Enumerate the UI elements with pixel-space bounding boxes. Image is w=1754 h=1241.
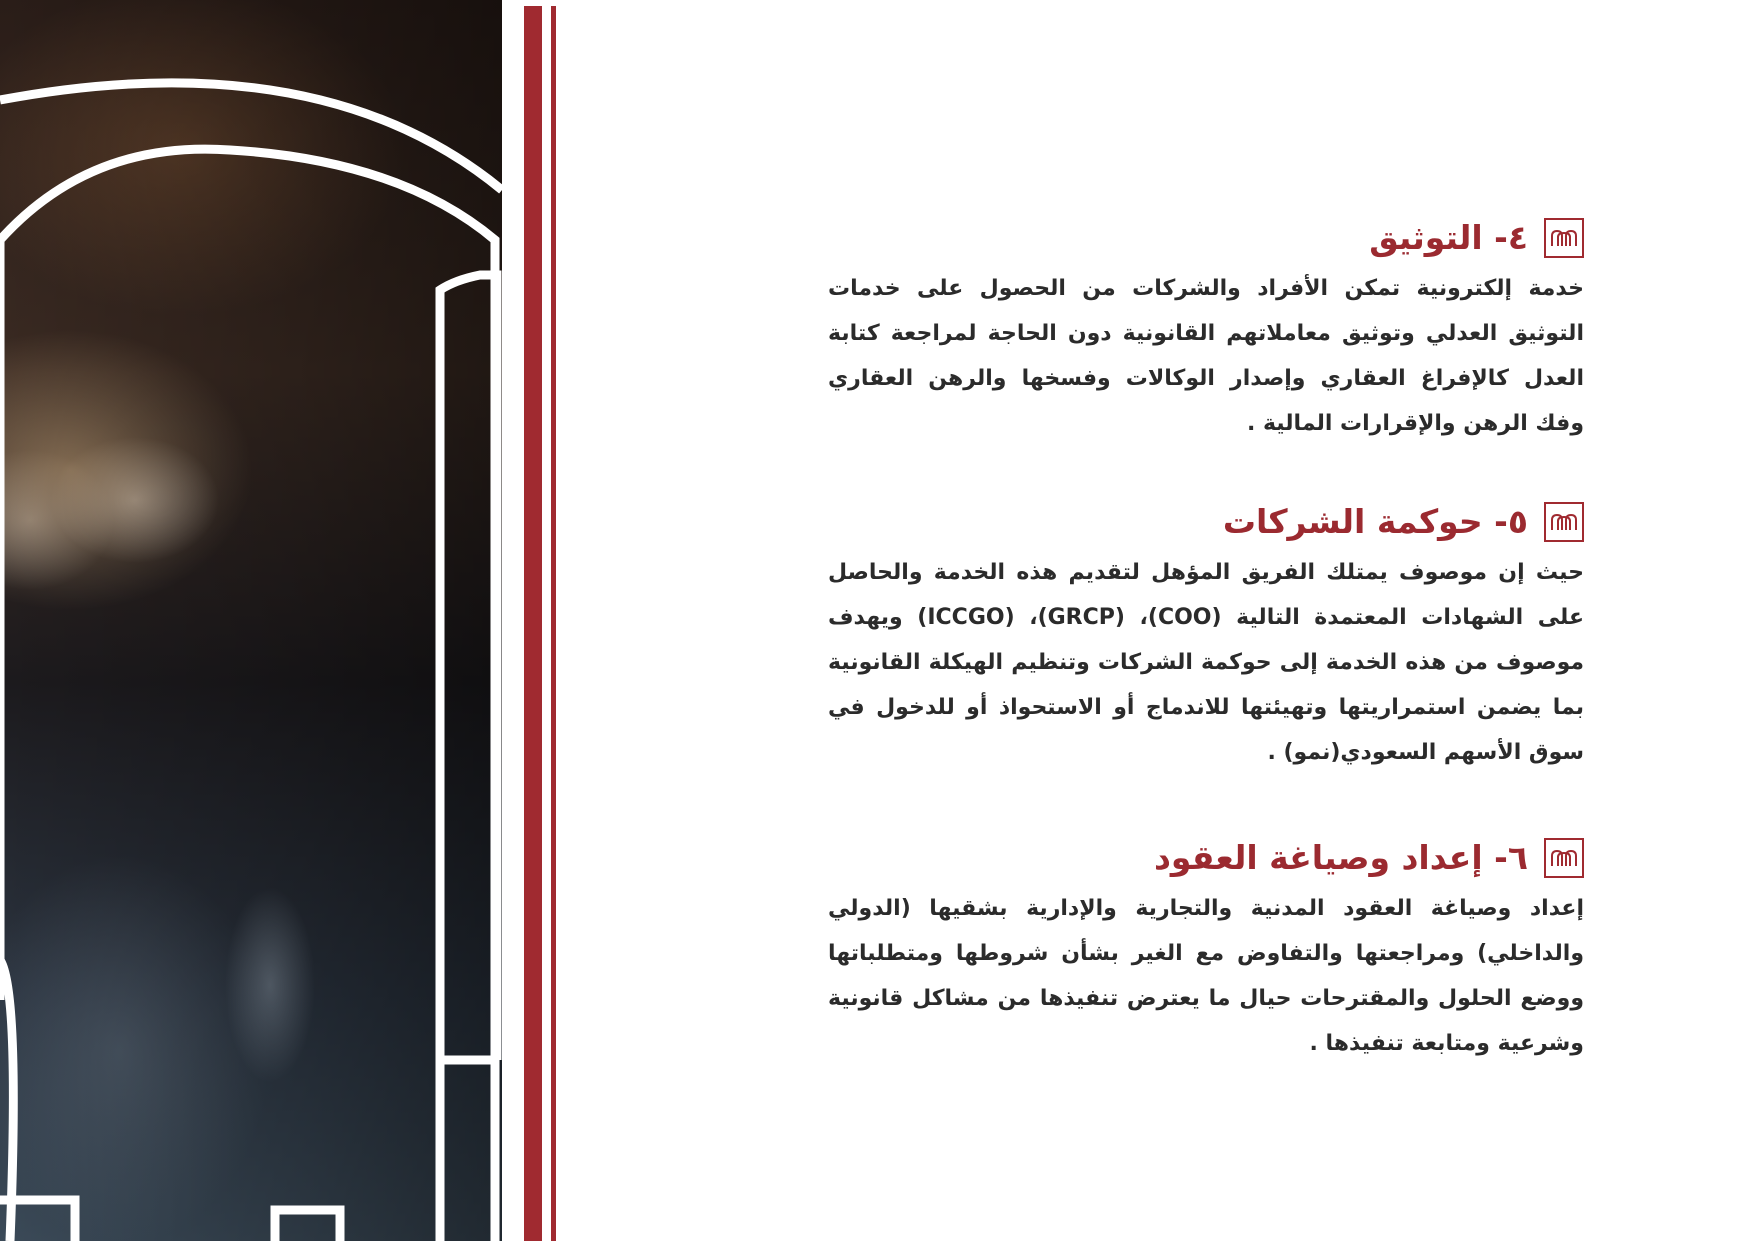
outer-arch-outline	[0, 83, 502, 190]
monogram-logo-icon	[1544, 502, 1584, 542]
section-notarization	[762, 212, 1584, 446]
divider-bar-thick	[524, 6, 542, 1241]
section-title: ٥- حوكمة الشركات	[1222, 502, 1528, 541]
monogram-logo-icon	[1544, 218, 1584, 258]
section-body: إعداد وصياغة العقود المدنية والتجارية والإدارية بشقيها (الدولي والداخلي) ومراجعتها والتفاوض مع الغير بشأن شروطها ومتطلباتها ووضع الحلول والمقترحات حيال ما يعترض تنفيذها من مشاكل قانونية وشرعية ومتابعة تنفيذها .	[828, 896, 1584, 1056]
monogram-logo-icon	[1544, 838, 1584, 878]
base-step-middle	[275, 1210, 340, 1241]
arch-outline-graphic	[0, 0, 502, 1241]
section-header	[762, 496, 1584, 548]
section-title: ٦- إعداد وصياغة العقود	[1153, 838, 1528, 877]
section-corporate-governance	[762, 496, 1584, 775]
section-header	[762, 832, 1584, 884]
section-title: ٤- التوثيق	[1369, 218, 1528, 257]
section-contract-drafting	[762, 832, 1584, 1066]
section-header	[762, 212, 1584, 264]
section-body: خدمة إلكترونية تمكن الأفراد والشركات من الحصول على خدمات التوثيق العدلي وتوثيق معاملاتهم القانونية دون الحاجة لمراجعة كتابة العدل كالإفراغ العقاري وإصدار الوكالات وفسخها والرهن العقاري وفك الرهن والإقرارات المالية .	[828, 276, 1584, 436]
cover-photo-panel	[0, 0, 502, 1241]
section-body: حيث إن موصوف يمتلك الفريق المؤهل لتقديم هذه الخدمة والحاصل على الشهادات المعتمدة التالية (COO)، (GRCP)، (ICCGO) ويهدف موصوف من هذه الخدمة إلى حوكمة الشركات وتنظيم الهيكلة القانونية بما يضمن استمراريتها وتهيئتها للاندماج أو الاستحواذ أو للدخول في سوق الأسهم السعودي(نمو) .	[828, 560, 1584, 765]
inner-arch-outline	[0, 149, 495, 1241]
narrow-arch-outline	[440, 275, 497, 1241]
divider-bar-thin	[551, 6, 556, 1241]
